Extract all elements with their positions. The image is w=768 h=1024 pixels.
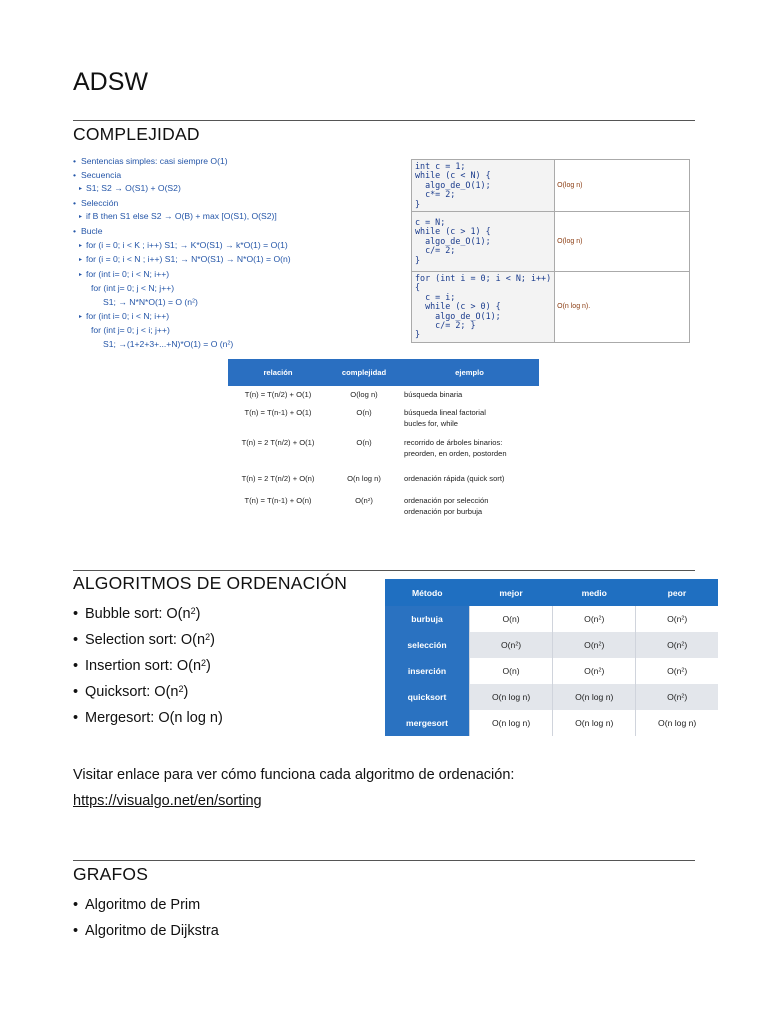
list-item-text: Insertion sort: $O(n^2)$ — [85, 657, 211, 674]
complexity-cell: O(n log n) — [553, 710, 636, 736]
sort-row — [385, 658, 718, 684]
complexity-cell: O(n log n) — [636, 710, 718, 736]
triangle-bullet-icon: ▸ — [79, 271, 83, 278]
method-cell: mergesort — [385, 710, 470, 736]
list-item-text: Quicksort: $O(n^2)$ — [85, 683, 189, 700]
code-row — [412, 272, 690, 343]
list-item-text: Algoritmo de Dijkstra — [85, 923, 219, 939]
complexity-cell: $O(n^2)$ — [636, 684, 718, 710]
complexity-cell: $O(n^2)$ — [553, 632, 636, 658]
recurrence-relation-table — [228, 359, 539, 521]
complexity-cell: O(log n) — [350, 390, 378, 399]
divider — [73, 860, 695, 861]
relation-row — [228, 386, 539, 404]
rule-text: S1; S2 → O(S1) + O(S2) — [86, 183, 181, 194]
divider — [73, 570, 695, 571]
example-line: búsqueda lineal factorial — [404, 407, 486, 417]
list-item-text: Mergesort: O(n log n) — [85, 710, 223, 726]
example-cell — [400, 492, 539, 521]
bullet-icon: • — [73, 658, 79, 674]
triangle-bullet-icon: ▸ — [79, 313, 83, 320]
bullet-icon: • — [73, 169, 77, 180]
rule-line — [73, 296, 311, 310]
rule-text: if B then S1 else S2 → O(B) + max [O(S1), O(S2)] — [86, 211, 277, 222]
section-heading-grafos: GRAFOS — [73, 864, 149, 884]
rule-line — [73, 239, 311, 254]
code-examples-table — [411, 159, 690, 343]
complexity-cell: O(n log n) — [470, 710, 553, 736]
rule-text: Sentencias simples: casi siempre O(1) — [81, 156, 228, 166]
relation-row — [228, 434, 539, 470]
rule-line — [73, 155, 311, 169]
relation-header-2: ejemplo — [400, 359, 539, 386]
complexity-cell: $O(n^2)$ — [553, 606, 636, 632]
code-cell: for (int i = 0; i < N; i++) { c = i; while (c > 0) { algo_de_O(1); c/= 2; } } — [412, 272, 555, 343]
sort-row — [385, 710, 718, 736]
complexity-cell: $O(n^2)$ — [636, 632, 718, 658]
list-item — [73, 710, 223, 726]
method-cell: burbuja — [385, 606, 470, 632]
list-item — [73, 684, 188, 700]
code-row — [412, 212, 690, 272]
rule-text: Secuencia — [81, 169, 122, 180]
sort-row — [385, 684, 718, 710]
complexity-cell: $O(n^2)$ — [470, 632, 553, 658]
relation-cell: T(n) = T(n-1) + O(1) — [244, 407, 312, 417]
bullet-icon: • — [73, 684, 79, 700]
rule-line — [73, 182, 311, 197]
divider — [73, 120, 695, 121]
method-cell: inserción — [385, 658, 470, 684]
example-line: recorrido de árboles binarios: — [404, 437, 503, 447]
rule-line — [73, 324, 311, 338]
example-line: bucles for, while — [404, 419, 459, 429]
method-cell: quicksort — [385, 684, 470, 710]
rule-text: for (int i= 0; i < N; i++) — [86, 268, 170, 279]
triangle-bullet-icon: ▸ — [79, 242, 83, 249]
complexity-cell: $O(n^2)$ — [636, 658, 718, 684]
rule-text: S1; →(1+2+3+...+N)*O(1) = O $(n^2)$ — [103, 338, 234, 349]
sort-header-3: peor — [636, 579, 718, 606]
complexity-cell: O(n) — [356, 407, 372, 417]
bullet-icon: • — [73, 156, 77, 166]
visit-text: Visitar enlace para ver cómo funciona cada algoritmo de ordenación: — [73, 767, 515, 783]
rule-line — [73, 197, 311, 211]
list-item — [73, 897, 200, 913]
sort-row — [385, 632, 718, 658]
list-item-text: Selection sort: $O(n^2)$ — [85, 631, 215, 648]
sort-header-2: medio — [553, 579, 636, 606]
complexity-cell: O(n) — [470, 658, 553, 684]
sort-header-0: Método — [385, 579, 470, 606]
rule-line — [73, 338, 311, 352]
order-cell: O(n log n). — [555, 272, 690, 343]
example-line: ordenación por selección — [404, 495, 489, 505]
example-line: ordenación rápida (quick sort) — [404, 473, 505, 483]
rule-text: for (int i= 0; i < N; i++) — [86, 310, 170, 321]
page-title: ADSW — [73, 68, 148, 96]
order-cell: O(log n) — [555, 212, 690, 272]
method-cell: selección — [385, 632, 470, 658]
relation-row — [228, 492, 539, 521]
example-cell — [400, 386, 539, 404]
bullet-icon: • — [73, 632, 79, 648]
complexity-cell: O(n log n) — [553, 684, 636, 710]
visualgo-link[interactable]: https://visualgo.net/en/sorting — [73, 793, 262, 809]
relation-cell: T(n) = T(n-1) + O(n) — [244, 495, 312, 505]
example-cell — [400, 434, 539, 470]
complexity-cell: $O(n^2)$ — [553, 658, 636, 684]
relation-cell: T(n) = T(n/2) + O(1) — [244, 390, 312, 399]
rule-text: for (i = 0; i < K ; i++) S1; → K*O(S1) → k*O(1) = O(1) — [86, 239, 288, 250]
rule-line — [73, 169, 311, 183]
triangle-bullet-icon: ▸ — [79, 186, 83, 193]
relation-cell: T(n) = 2 T(n/2) + O(1) — [241, 437, 315, 447]
rule-text: Bucle — [81, 225, 103, 236]
section-heading-algoritmos: ALGORITMOS DE ORDENACIÓN — [73, 573, 348, 593]
example-cell — [400, 470, 539, 492]
list-item — [73, 923, 219, 939]
complexity-cell: O(n) — [356, 437, 372, 447]
rule-line — [73, 253, 311, 268]
complexity-cell: $O(n^2)$ — [636, 606, 718, 632]
rule-line — [73, 282, 311, 296]
list-item-text: Algoritmo de Prim — [85, 897, 201, 913]
rule-text: S1; → N*N*O(1) = O $(n^2)$ — [103, 296, 198, 307]
bullet-icon: • — [73, 923, 79, 939]
relation-header-0: relación — [228, 359, 328, 386]
list-item — [73, 606, 200, 622]
relation-row — [228, 470, 539, 492]
rule-text: for (int j= 0; j < N; j++) — [91, 283, 175, 294]
complexity-cell: O(n log n) — [347, 473, 381, 483]
list-item — [73, 658, 211, 674]
rule-text: for (i = 0; i < N ; i++) S1; → N*O(S1) → N*O(1) = O(n) — [86, 254, 291, 265]
rule-line — [73, 310, 311, 325]
order-cell: O(log n) — [555, 160, 690, 212]
sort-row — [385, 606, 718, 632]
relation-header-1: complejidad — [328, 359, 400, 386]
code-cell: c = N; while (c > 1) { algo_de_O(1); c/= 2; } — [412, 212, 555, 272]
rule-line — [73, 225, 311, 239]
example-line: búsqueda binaria — [404, 390, 463, 399]
relation-row — [228, 404, 539, 434]
example-line: ordenación por burbuja — [404, 507, 483, 517]
bullet-icon: • — [73, 197, 77, 208]
complexity-rules-figure — [73, 155, 311, 349]
bullet-icon: • — [73, 897, 79, 913]
rule-line — [73, 210, 311, 225]
triangle-bullet-icon: ▸ — [79, 214, 83, 221]
rule-text: for (int j= 0; j < i; j++) — [91, 325, 170, 336]
section-heading-complejidad: COMPLEJIDAD — [73, 124, 200, 144]
bullet-icon: • — [73, 225, 77, 236]
complexity-cell: O(n) — [470, 606, 553, 632]
rule-text: Selección — [81, 197, 119, 208]
example-cell — [400, 404, 539, 434]
bullet-icon: • — [73, 606, 79, 622]
complexity-cell: O(n log n) — [470, 684, 553, 710]
rule-line — [73, 268, 311, 283]
list-item-text: Bubble sort: $O(n^2)$ — [85, 605, 201, 622]
triangle-bullet-icon: ▸ — [79, 257, 83, 264]
example-line: preorden, en orden, postorden — [404, 449, 507, 459]
code-row — [412, 160, 690, 212]
bullet-icon: • — [73, 710, 79, 726]
code-cell: int c = 1; while (c < N) { algo_de_O(1); c*= 2; } — [412, 160, 555, 212]
sorting-complexity-table — [385, 579, 718, 736]
complexity-cell: $O(n^2)$ — [355, 495, 373, 505]
list-item — [73, 632, 215, 648]
sort-header-1: mejor — [470, 579, 553, 606]
relation-cell: T(n) = 2 T(n/2) + O(n) — [241, 473, 315, 483]
